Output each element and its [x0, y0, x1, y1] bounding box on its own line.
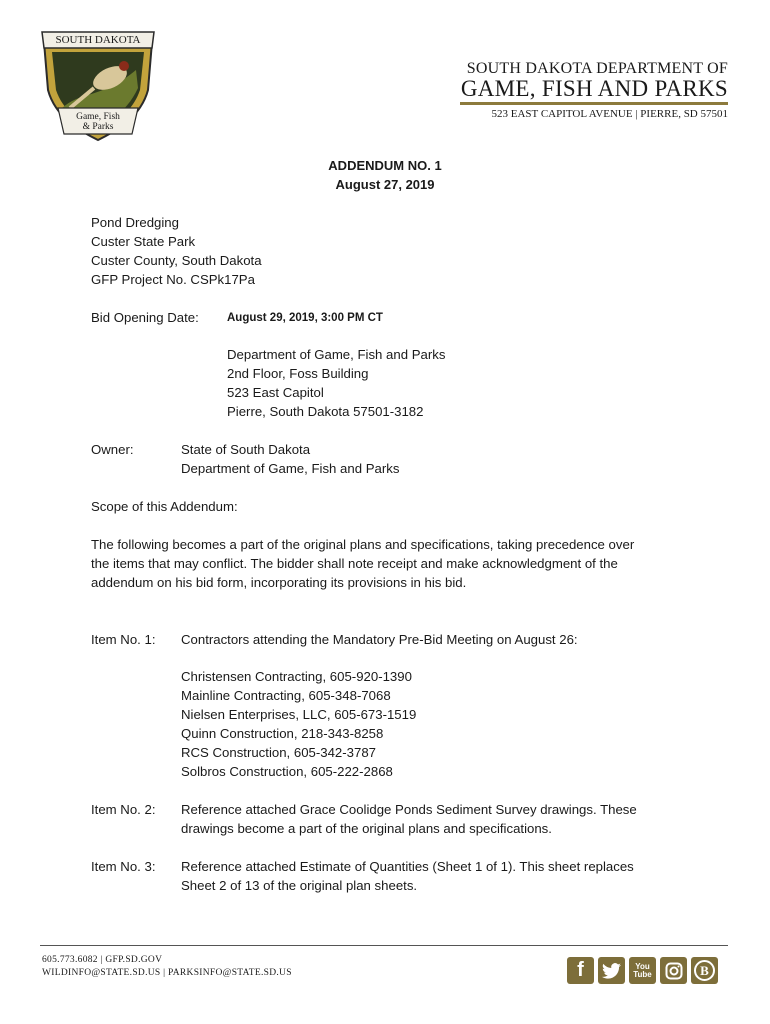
bid-opening-value: August 29, 2019, 3:00 PM CT [227, 312, 383, 324]
item-text-line: Reference attached Estimate of Quantities (Sheet 1 of 1). This sheet replaces [181, 859, 634, 874]
contractor-entry: Christensen Contracting, 605-920-1390 [181, 669, 412, 684]
scope-paragraph-line: The following becomes a part of the original plans and specifications, taking precedence over [91, 537, 635, 552]
item-text-line: Reference attached Grace Coolidge Ponds Sediment Survey drawings. These [181, 802, 637, 817]
blog-icon[interactable]: B [691, 957, 718, 984]
scope-paragraph-line: addendum on his bid form, incorporating its provisions in his bid. [91, 575, 467, 590]
logo-text-top: SOUTH DAKOTA [55, 34, 141, 46]
contractor-entry: RCS Construction, 605-342-3787 [181, 745, 376, 760]
item-text: Contractors attending the Mandatory Pre-Bid Meeting on August 26: [181, 632, 578, 647]
bid-opening-label: Bid Opening Date: [91, 310, 199, 325]
logo-text-bottom-2: & Parks [82, 122, 114, 132]
youtube-icon[interactable]: You Tube [629, 957, 656, 984]
item-label: Item No. 3: [91, 859, 156, 874]
department-address: 523 EAST CAPITOL AVENUE | PIERRE, SD 57501 [491, 108, 728, 120]
project-line: Custer State Park [91, 234, 196, 249]
header-rule [460, 102, 728, 105]
addendum-title: ADDENDUM NO. 1 [328, 158, 442, 173]
facebook-icon[interactable]: f [567, 957, 594, 984]
owner-label: Owner: [91, 442, 134, 457]
scope-heading: Scope of this Addendum: [91, 499, 238, 514]
contractor-entry: Mainline Contracting, 605-348-7068 [181, 688, 391, 703]
bid-location-line: 2nd Floor, Foss Building [227, 366, 369, 381]
logo-text-bottom-1: Game, Fish [76, 112, 120, 122]
project-line: GFP Project No. CSPk17Pa [91, 272, 255, 287]
item-label: Item No. 1: [91, 632, 156, 647]
bid-location-line: 523 East Capitol [227, 385, 324, 400]
footer-rule [40, 945, 728, 946]
owner-line: State of South Dakota [181, 442, 311, 457]
department-name: GAME, FISH AND PARKS [460, 76, 728, 101]
scope-paragraph-line: the items that may conflict. The bidder shall note receipt and make acknowledgment of the [91, 556, 618, 571]
addendum-date: August 27, 2019 [335, 177, 435, 192]
footer-emails: WILDINFO@STATE.SD.US | PARKSINFO@STATE.SD.US [42, 968, 292, 978]
contractor-entry: Quinn Construction, 218-343-8258 [181, 726, 384, 741]
project-line: Pond Dredging [91, 215, 179, 230]
contractor-entry: Solbros Construction, 605-222-2868 [181, 764, 393, 779]
project-line: Custer County, South Dakota [91, 253, 262, 268]
twitter-icon[interactable] [598, 957, 625, 984]
contractor-entry: Nielsen Enterprises, LLC, 605-673-1519 [181, 707, 417, 722]
item-label: Item No. 2: [91, 802, 156, 817]
department-line: SOUTH DAKOTA DEPARTMENT OF [466, 60, 728, 77]
instagram-icon[interactable] [660, 957, 687, 984]
bid-location-line: Department of Game, Fish and Parks [227, 347, 446, 362]
owner-line: Department of Game, Fish and Parks [181, 461, 400, 476]
footer-contact: 605.773.6082 | GFP.SD.GOV [42, 955, 163, 965]
item-text-line: Sheet 2 of 13 of the original plan sheets. [181, 878, 418, 893]
bid-location-line: Pierre, South Dakota 57501-3182 [227, 404, 424, 419]
item-text-line: drawings become a part of the original plans and specifications. [181, 821, 552, 836]
